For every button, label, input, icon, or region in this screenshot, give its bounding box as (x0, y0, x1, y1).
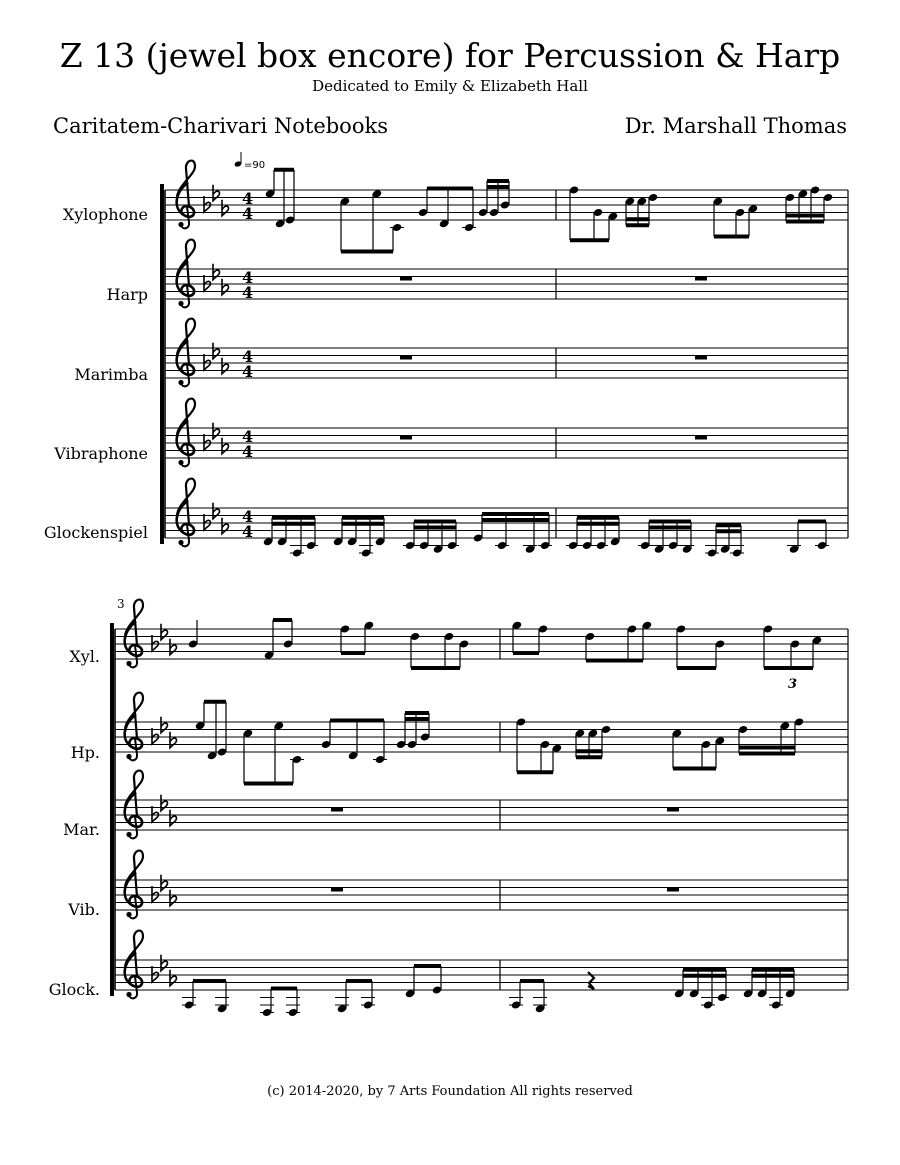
whole-rest-icon (695, 277, 707, 281)
whole-rest-icon (331, 888, 343, 892)
flat-icon (170, 810, 177, 826)
time-signature-bottom: 4 (242, 522, 254, 541)
flat-icon (213, 423, 220, 439)
instrument-label-vibraphone-short: Vib. (68, 900, 100, 919)
flat-icon (213, 185, 220, 201)
time-signature-top: 4 (242, 347, 254, 366)
flat-icon (170, 639, 177, 655)
time-signature-top: 4 (242, 507, 254, 526)
treble-clef-icon (177, 399, 195, 467)
flat-icon (204, 514, 211, 530)
time-signature-top: 4 (242, 189, 254, 208)
tempo-marking (234, 152, 265, 171)
instrument-label-xylophone-short: Xyl. (69, 647, 100, 666)
time-signature-top: 4 (242, 268, 254, 287)
whole-rest-icon (400, 277, 412, 281)
flat-icon (152, 728, 159, 744)
treble-clef-icon (125, 771, 143, 839)
whole-rest-icon (331, 808, 343, 812)
whole-rest-icon (695, 356, 707, 360)
flat-icon (152, 635, 159, 651)
time-signature-bottom: 4 (242, 204, 254, 223)
flat-icon (213, 264, 220, 280)
notebook-name: Caritatem-Charivari Notebooks (53, 114, 388, 138)
flat-icon (204, 275, 211, 291)
instrument-label-harp-short: Hp. (70, 743, 100, 762)
score-title: Z 13 (jewel box encore) for Percussion & Harp (59, 36, 841, 75)
flat-icon (170, 970, 177, 986)
flat-icon (222, 358, 229, 374)
treble-clef-icon (125, 931, 143, 999)
treble-clef-icon (125, 851, 143, 919)
instrument-label-marimba: Marimba (74, 365, 148, 384)
instrument-label-vibraphone: Vibraphone (54, 444, 148, 463)
treble-clef-icon (177, 161, 195, 229)
dedication: Dedicated to Emily & Elizabeth Hall (312, 77, 588, 95)
tuplet-label: 3 (788, 677, 798, 692)
composer-name: Dr. Marshall Thomas (624, 114, 847, 138)
flat-icon (204, 434, 211, 450)
flat-icon (152, 886, 159, 902)
treble-clef-icon (125, 600, 143, 668)
whole-rest-icon (400, 436, 412, 440)
treble-clef-icon (177, 319, 195, 387)
flat-icon (222, 279, 229, 295)
instrument-label-glockenspiel-short: Glock. (48, 980, 100, 999)
instrument-label-xylophone: Xylophone (62, 205, 148, 224)
flat-icon (161, 717, 168, 733)
whole-rest-icon (667, 808, 679, 812)
flat-icon (222, 518, 229, 534)
time-signature-bottom: 4 (242, 362, 254, 381)
flat-icon (213, 343, 220, 359)
instrument-label-harp: Harp (106, 285, 148, 304)
time-signature-bottom: 4 (242, 283, 254, 302)
flat-icon (170, 732, 177, 748)
flat-icon (161, 875, 168, 891)
flat-icon (161, 955, 168, 971)
flat-icon (170, 890, 177, 906)
flat-icon (204, 354, 211, 370)
flat-icon (213, 503, 220, 519)
staff-lines (112, 161, 848, 999)
flat-icon (222, 438, 229, 454)
flat-icon (204, 196, 211, 212)
time-signature-top: 4 (242, 427, 254, 446)
instrument-label-glockenspiel: Glockenspiel (43, 523, 148, 542)
flat-icon (152, 966, 159, 982)
copyright-footer: (c) 2014-2020, by 7 Arts Foundation All rights reserved (267, 1084, 633, 1099)
time-signature-bottom: 4 (242, 442, 254, 461)
flat-icon (222, 200, 229, 216)
treble-clef-icon (177, 479, 195, 547)
svg-text:=90: =90 (244, 160, 266, 171)
flat-icon (161, 795, 168, 811)
treble-clef-icon (177, 240, 195, 308)
flat-icon (152, 806, 159, 822)
flat-icon (161, 624, 168, 640)
whole-rest-icon (695, 436, 707, 440)
treble-clef-icon (125, 693, 143, 761)
notes (182, 170, 833, 1017)
instrument-label-marimba-short: Mar. (63, 820, 100, 839)
measure-number: 3 (117, 597, 125, 611)
whole-rest-icon (400, 356, 412, 360)
whole-rest-icon (667, 888, 679, 892)
